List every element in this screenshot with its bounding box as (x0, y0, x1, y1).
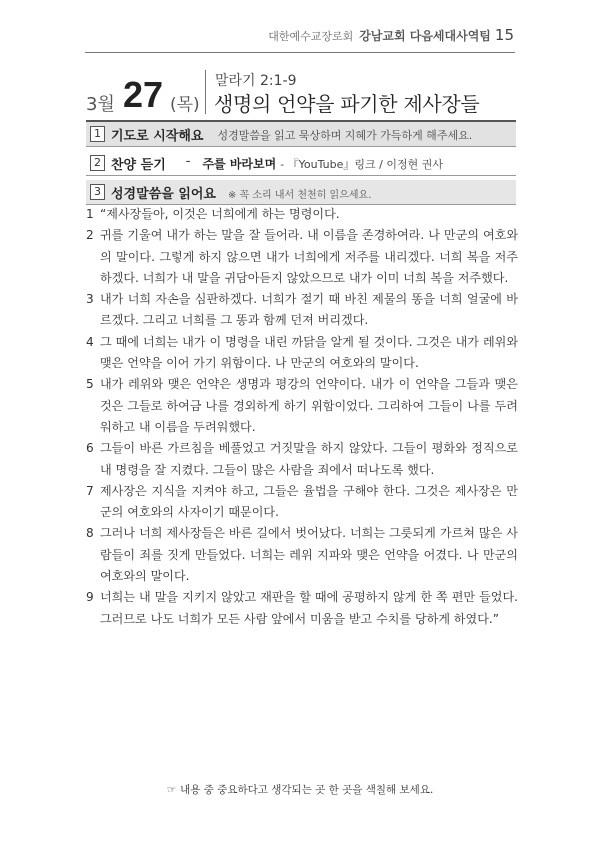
verse-text: “제사장들아, 이것은 너희에게 하는 명령이다. (100, 207, 340, 221)
date-divider (205, 70, 206, 114)
verse-number: 7 (86, 483, 94, 498)
step-pray (86, 120, 516, 147)
step-number: 3 (90, 184, 105, 200)
verse (86, 587, 518, 630)
verse-number: 6 (86, 441, 94, 456)
verse (86, 332, 518, 375)
verse-number: 9 (86, 590, 94, 605)
page-header (268, 26, 514, 44)
verse-text: 너희는 내 말을 지키지 않았고 재판을 할 때에 공평하지 않게 한 쪽 편만 들었다. 그러므로 나도 너희가 모든 사람 앞에서 미움을 받고 수치를 당하게 하였다.” (100, 590, 518, 626)
step-read-scripture (86, 180, 516, 205)
verse (86, 438, 518, 481)
verse-text: 내가 레위와 맺은 언약은 생명과 평강의 언약이다. 내가 이 언약을 그들과 맺은 것은 그들로 하여금 나를 경외하게 하기 위함이었다. 그리하여 그들이 나를 두려워하고 내 이름을 두려워했다. (100, 377, 518, 434)
verse-number: 3 (86, 292, 94, 307)
verse-text: 내가 너희 자손을 심판하겠다. 너희가 절기 때 바친 제물의 똥을 너희 얼굴에 바르겠다. 그리고 너희를 그 똥과 함께 던져 버리겠다. (100, 292, 518, 328)
page-title: 생명의 언약을 파기한 제사장들 (214, 92, 480, 116)
verse (86, 374, 518, 438)
step-label: 기도로 시작해요 (111, 129, 204, 144)
step-label: 성경말씀을 읽어요 (111, 187, 216, 202)
verse (86, 289, 518, 332)
verse-number: 8 (86, 526, 94, 541)
verse-number: 1 (86, 207, 94, 221)
separator-dash: - (185, 154, 191, 169)
verse (86, 481, 518, 524)
step-worship-song (86, 151, 516, 176)
scripture-text (86, 204, 518, 630)
steps-box (86, 120, 516, 205)
verse-text: 귀를 기울여 내가 하는 말을 잘 들어라. 내 이름을 존경하여라. 나 만군의 여호와의 말이다. 그렇게 하지 않으면 내가 너희에게 저주를 내리겠다. 너희 복을 저주하겠다. 너희가 내 말을 귀담아듣지 않았으므로 내가 이미 너희 복을 저주했다. (100, 228, 518, 285)
pointing-hand-icon: ☞ (166, 784, 177, 796)
verse (86, 225, 518, 289)
footer-instruction (0, 782, 600, 797)
header-rule (85, 52, 515, 53)
verse-number: 4 (86, 334, 94, 349)
footer-text: 내용 중 중요하다고 생각되는 곳 한 곳을 색칠해 보세요. (180, 784, 434, 796)
step-number: 1 (90, 126, 105, 142)
page-number: 15 (494, 26, 514, 44)
song-title: 주를 바라보며 (202, 157, 277, 171)
step-description: 성경말씀을 읽고 묵상하며 지혜가 가득하게 해주세요. (217, 129, 473, 142)
verse-text: 제사장은 지식을 지켜야 하고, 그들은 율법을 구해야 한다. 그것은 제사장은 만군의 여호와의 사자이기 때문이다. (100, 483, 518, 520)
scripture-reference: 말라기 2:1-9 (215, 73, 297, 89)
verse-text: 그들이 바른 가르침을 베풀었고 거짓말을 하지 않았다. 그들이 평화와 정직으로 내 명령을 잘 지켰다. 그들이 많은 사람을 죄에서 떠나도록 했다. (100, 441, 518, 477)
verse-text: 그 때에 너희는 내가 이 명령을 내린 까닭을 알게 될 것이다. 그것은 내가 레위와 맺은 언약을 이어 가기 위함이다. 나 만군의 여호와의 말이다. (100, 334, 518, 371)
date-month: 3월 (86, 94, 115, 115)
date-weekday: (목) (170, 95, 200, 115)
song-link[interactable]: - 『YouTube』링크 / 이정현 권사 (280, 158, 443, 171)
step-label: 찬양 듣기 (111, 158, 166, 173)
verse-number: 2 (86, 228, 94, 243)
ministry-team: 강남교회 다음세대사역팀 (359, 29, 491, 43)
verse (86, 523, 518, 587)
reading-note: ※ 꼭 소리 내서 천천히 읽으세요. (228, 190, 372, 201)
verse (86, 204, 518, 225)
verse-number: 5 (86, 377, 94, 392)
verse-text: 그러나 너희 제사장들은 바른 길에서 벗어났다. 너희는 그릇되게 가르쳐 많은 사람들이 죄를 짓게 만들었다. 너희는 레위 지파와 맺은 언약을 어겼다. 나 만군의 여호와의 말이다. (100, 526, 518, 584)
date-day: 27 (123, 74, 164, 115)
step-number: 2 (90, 155, 105, 171)
church-org: 대한예수교장로회 (268, 30, 354, 43)
